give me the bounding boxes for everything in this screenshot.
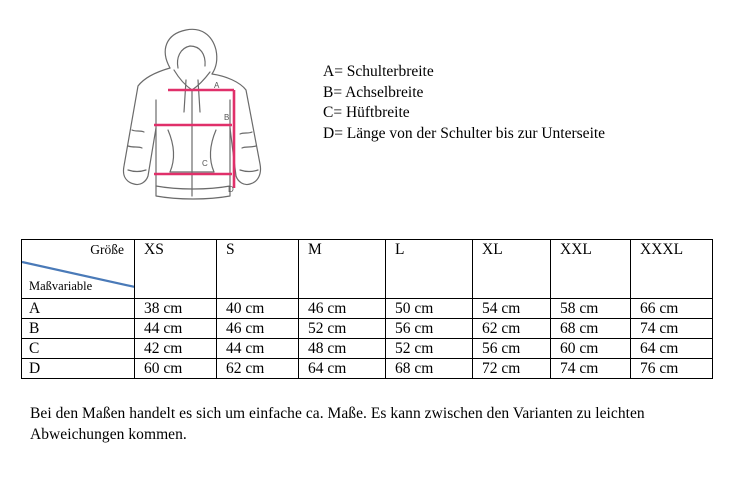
- table-cell: 46 cm: [217, 319, 299, 339]
- diagram-label-a: A: [214, 81, 220, 90]
- table-cell: 42 cm: [135, 339, 217, 359]
- table-cell: 44 cm: [135, 319, 217, 339]
- table-row: [22, 319, 713, 339]
- table-cell: 76 cm: [631, 359, 713, 379]
- table-cell: 68 cm: [551, 319, 631, 339]
- table-cell: 74 cm: [631, 319, 713, 339]
- table-cell: 46 cm: [299, 299, 386, 319]
- table-cell: 72 cm: [473, 359, 551, 379]
- table-cell: 44 cm: [217, 339, 299, 359]
- table-corner-cell: [22, 240, 135, 299]
- size-header: M: [299, 240, 386, 299]
- size-header: XXL: [551, 240, 631, 299]
- table-cell: 56 cm: [473, 339, 551, 359]
- table-cell: 58 cm: [551, 299, 631, 319]
- corner-size-label: Größe: [90, 242, 124, 257]
- corner-variable-label: Maßvariable: [29, 279, 93, 293]
- row-label: D: [22, 359, 135, 379]
- table-cell: 64 cm: [299, 359, 386, 379]
- table-row: [22, 359, 713, 379]
- table-header-row: [22, 240, 713, 299]
- table-cell: 50 cm: [386, 299, 473, 319]
- table-cell: 62 cm: [217, 359, 299, 379]
- table-row: [22, 299, 713, 319]
- table-cell: 52 cm: [299, 319, 386, 339]
- table-cell: 60 cm: [135, 359, 217, 379]
- size-header: XL: [473, 240, 551, 299]
- diagram-label-c: C: [202, 159, 208, 168]
- table-cell: 66 cm: [631, 299, 713, 319]
- size-header: XXXL: [631, 240, 713, 299]
- row-label: C: [22, 339, 135, 359]
- table-cell: 62 cm: [473, 319, 551, 339]
- table-cell: 56 cm: [386, 319, 473, 339]
- diagram-label-d: D: [228, 185, 234, 194]
- legend-d: D= Länge von der Schulter bis zur Unterseite: [323, 125, 606, 143]
- legend-c: C= Hüftbreite: [323, 104, 410, 122]
- row-label: B: [22, 319, 135, 339]
- table-cell: 54 cm: [473, 299, 551, 319]
- table-cell: 48 cm: [299, 339, 386, 359]
- size-header: L: [386, 240, 473, 299]
- hoodie-illustration: [108, 20, 283, 200]
- table-row: [22, 339, 713, 359]
- table-cell: 38 cm: [135, 299, 217, 319]
- size-header: S: [217, 240, 299, 299]
- table-cell: 74 cm: [551, 359, 631, 379]
- legend-a: A= Schulterbreite: [323, 63, 434, 80]
- size-header: XS: [135, 240, 217, 299]
- size-chart-table: [21, 239, 713, 379]
- table-cell: 40 cm: [217, 299, 299, 319]
- legend-b: B= Achselbreite: [323, 83, 424, 101]
- table-cell: 52 cm: [386, 339, 473, 359]
- table-cell: 64 cm: [631, 339, 713, 359]
- measurement-legend: [323, 62, 605, 145]
- table-cell: 60 cm: [551, 339, 631, 359]
- table-cell: 68 cm: [386, 359, 473, 379]
- diagram-label-b: B: [224, 113, 230, 122]
- disclaimer-note: Bei den Maßen handelt es sich um einfache ca. Maße. Es kann zwischen den Varianten zu leichten Abweichungen kommen.: [30, 405, 645, 443]
- row-label: A: [22, 299, 135, 319]
